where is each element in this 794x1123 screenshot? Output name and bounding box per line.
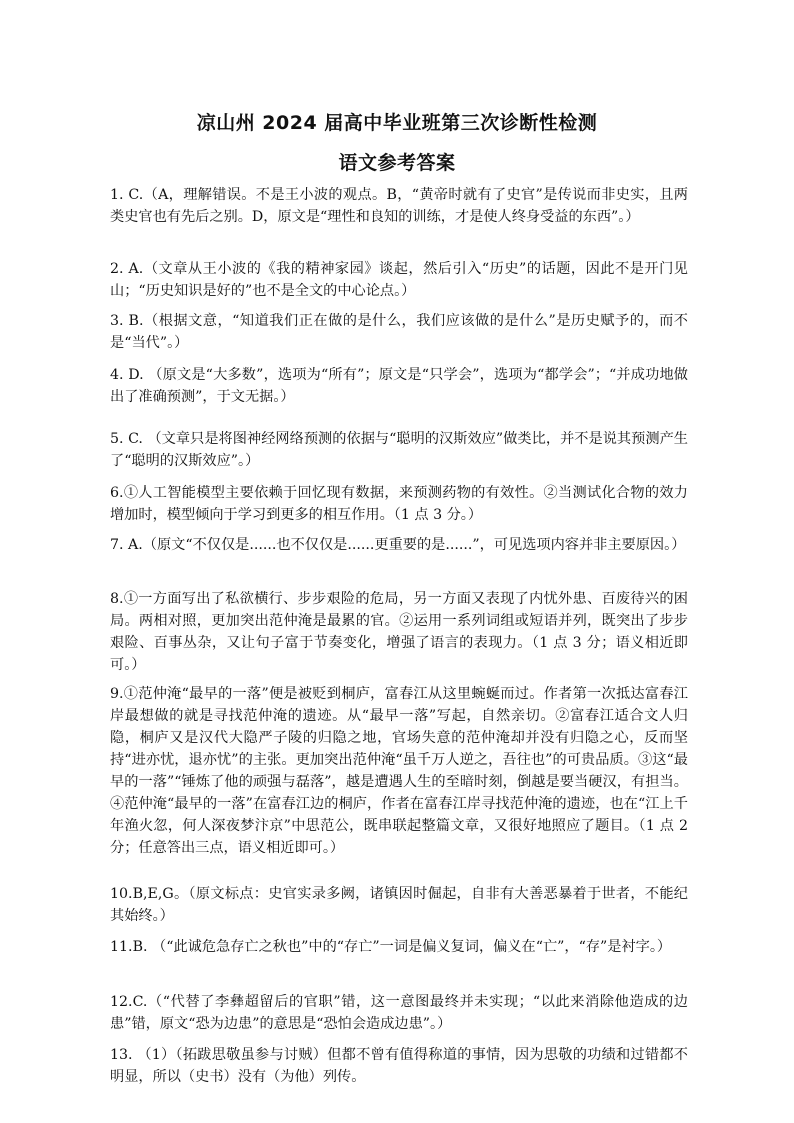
answer-item: 10.B,E,G。（原文标点：史官实录多阙，诸镇因时倔起，自非有大善恶暴着于世者，不能纪其始终。） (110, 886, 688, 924)
answer-item: 2. A.（文章从王小波的《我的精神家园》谈起，然后引入“历史”的话题，因此不是开门见山；“历史知识是好的”也不是全文的中心论点。） (110, 261, 688, 299)
answer-item: 5. C. （文章只是将图神经网络预测的依据与“聪明的汉斯效应”做类比，并不是说其预测产生了“聪明的汉斯效应”。） (110, 431, 688, 469)
answer-item: 3. B.（根据文意，“知道我们正在做的是什么，我们应该做的是什么”是历史赋予的，而不是“当代”。） (110, 313, 688, 351)
document-title: 凉山州 2024 届高中毕业班第三次诊断性检测 (196, 112, 598, 134)
answer-item: 12.C.（“代替了李彝超留后的官职”错，这一意图最终并未实现；“以此来消除他造成的边患”错，原文“恐为边患”的意思是“恐怕会造成边患”。） (110, 994, 688, 1032)
answer-item: 7. A.（原文“不仅仅是......也不仅仅是......更重要的是......”，可见选项内容并非主要原因。） (110, 537, 686, 553)
answer-item: 6.①人工智能模型主要依赖于回忆现有数据，来预测药物的有效性。②当测试化合物的效力增加时，模型倾向于学习到更多的相互作用。（1 点 3 分。） (110, 485, 688, 523)
answer-item: 8.①一方面写出了私欲横行、步步艰险的危局，另一方面又表现了内忧外患、百废待兴的困局。两相对照，更加突出范仲淹是最累的官。②运用一系列词组或短语并列，既突出了步步艰险、百事丛杂，又让句子富于节奏变化，增强了语言的表现力。（1 点 3 分；语义相近即可。） (110, 591, 688, 673)
answer-item: 11.B. （“此诚危急存亡之秋也”中的“存亡”一词是偏义复词，偏义在“亡”，“存”是衬字。） (110, 939, 672, 955)
answer-item: 9.①范仲淹“最早的一落”便是被贬到桐庐，富春江从这里蜿蜒而过。作者第一次抵达富春江岸最想做的就是寻找范仲淹的遗迹。从“最早一落”写起，自然亲切。②富春江适合文人归隐，桐庐又是汉代大隐严子陵的归隐之地，官场失意的范仲淹却并没有归隐之心，反而坚持“进亦忧，退亦忧”的主张。更加突出范仲淹“虽千万人逆之，吾往也”的可贵品质。③这“最早的一落”“锤炼了他的顽强与磊落”，越是遭遇人生的至暗时刻，倒越是要当硬汉，有担当。④范仲淹“最早的一落”在富春江边的桐庐，作者在富春江岸寻找范仲淹的遗迹，也在“江上千年渔火忽，何人深夜梦汴京”中思范公，既串联起整篇文章，又很好地照应了题目。（1 点 2 分；任意答出三点，语义相近即可。） (110, 686, 688, 856)
answer-item: 1. C.（A，理解错误。不是王小波的观点。B，“黄帝时就有了史官”是传说而非史实，且两类史官也有先后之别。D，原文是“理性和良知的训练，才是使人终身受益的东西”。） (110, 187, 688, 225)
answer-item: 4. D. （原文是“大多数”，选项为“所有”；原文是“只学会”，选项为“都学会”；“并成功地做出了准确预测”，于文无据。） (110, 367, 688, 405)
document-subtitle: 语文参考答案 (338, 152, 456, 174)
answer-item: 13. （1）（拓跋思敬虽参与讨贼）但都不曾有值得称道的事情，因为思敬的功绩和过错都不明显，所以（史书）没有（为他）列传。 (110, 1047, 688, 1085)
